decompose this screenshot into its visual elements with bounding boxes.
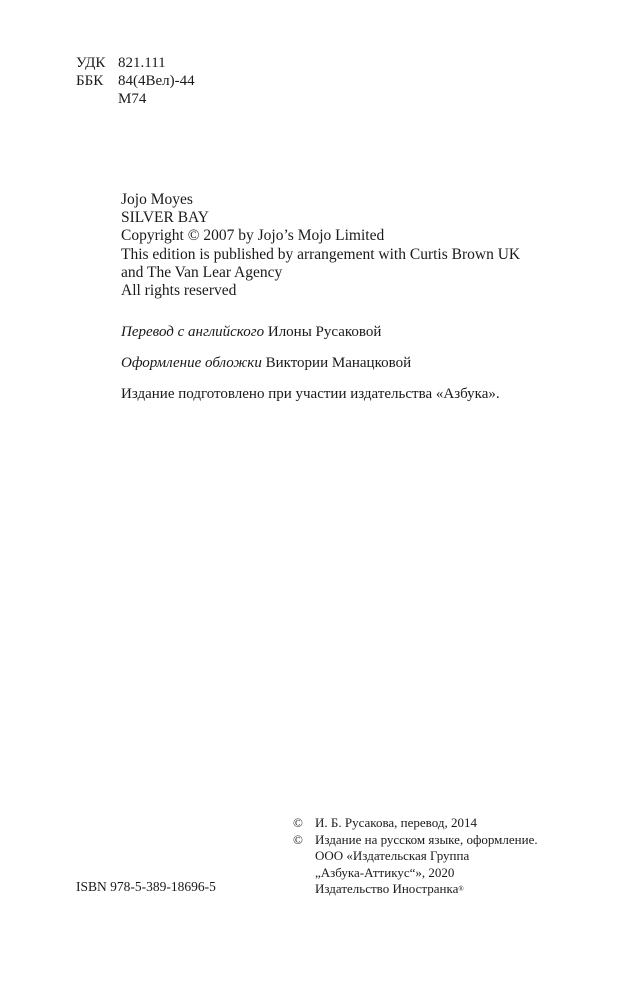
publisher-line-3: Издательство Иностранка ®: [315, 881, 464, 897]
cover-design-credit: [121, 354, 411, 372]
original-author: Jojo Moyes: [121, 191, 193, 208]
prepared-note-text: Издание подготовлено при участии издательства «Азбука».: [121, 386, 500, 402]
copyright-edition: Издание на русском языке, оформление.: [315, 831, 538, 847]
publisher-line-1: ООО «Издательская Группа: [315, 848, 470, 864]
translation-credit: [121, 323, 381, 341]
bibliographic-codes: [76, 54, 195, 108]
udk-row: [76, 54, 195, 72]
agency-line: and The Van Lear Agency: [121, 263, 283, 281]
copyright-translation-row: [293, 815, 538, 832]
bbk-row: [76, 72, 195, 90]
udk-label: УДК: [76, 55, 106, 71]
copyright-translation: И. Б. Русакова, перевод, 2014: [315, 815, 477, 830]
cover-label: Оформление обложки: [121, 355, 262, 371]
translation-label: Перевод с английского: [121, 324, 265, 340]
udk-value: 821.111: [118, 55, 166, 71]
isbn-text: ISBN 978-5-389-18696-5: [76, 879, 216, 894]
cover-designer-name: Виктории Манацковой: [265, 355, 412, 371]
bbk-label: ББК: [76, 73, 104, 89]
author-code-row: [76, 90, 195, 108]
copyright-symbol: ©: [293, 815, 303, 830]
copyright-symbol: ©: [293, 831, 303, 847]
author-code: М74: [118, 91, 147, 107]
isbn: [76, 878, 216, 896]
rights-reserved-line: All rights reserved: [121, 282, 237, 300]
arrangement-line: This edition is published by arrangement with Curtis Brown UK: [121, 245, 521, 263]
copyright-line: Copyright © 2007 by Jojo’s Mojo Limited: [121, 227, 385, 245]
original-title: SILVER BAY: [121, 209, 210, 227]
registered-mark: ®: [458, 885, 464, 894]
publisher-line-2: „Азбука-Аттикус“», 2020: [315, 864, 455, 880]
translator-name: Илоны Русаковой: [267, 324, 382, 340]
copyright-notices: [293, 815, 538, 898]
prepared-note: [121, 385, 500, 403]
copyright-edition-row: [293, 832, 538, 849]
bbk-value: 84(4Вел)-44: [118, 73, 195, 89]
original-rights: [121, 191, 520, 300]
